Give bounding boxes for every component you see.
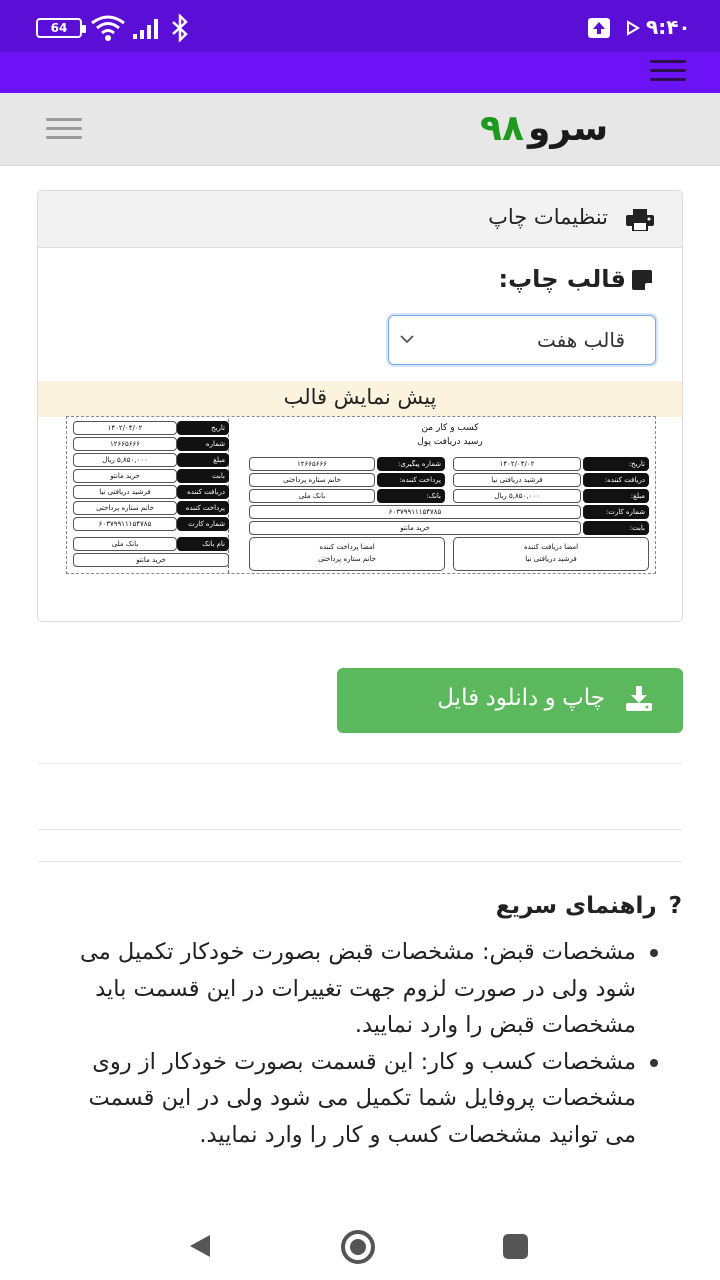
stub-row-payer bbox=[73, 501, 229, 515]
stub-bank-label: نام بانک bbox=[177, 537, 229, 551]
receipt-bank bbox=[249, 489, 445, 503]
receipt-tracking-value: ۱۲۶۶۵۶۶۶ bbox=[249, 457, 375, 471]
chevron-down-icon bbox=[399, 333, 415, 345]
receipt-for bbox=[249, 521, 649, 535]
payer-signature-box bbox=[249, 537, 445, 571]
stub-number-label: شماره bbox=[177, 437, 229, 451]
receipt-receiver-value: فرشید دریافتی نیا bbox=[453, 473, 581, 487]
receipt-receiver-label: دریافت کننده: bbox=[583, 473, 649, 487]
print-download-label: چاپ و دانلود فایل bbox=[437, 684, 605, 710]
note-icon bbox=[632, 270, 652, 290]
card-title: تنظیمات چاپ bbox=[488, 205, 608, 229]
print-download-button[interactable] bbox=[337, 668, 683, 733]
status-bar bbox=[0, 0, 720, 52]
card-header bbox=[38, 191, 682, 248]
stub-row-date bbox=[73, 421, 229, 435]
help-title bbox=[496, 893, 682, 919]
hamburger-icon[interactable] bbox=[46, 118, 82, 140]
stub-note-value: خرید مانتو bbox=[73, 553, 229, 567]
receipt-tracking-label: شماره پیگیری: bbox=[377, 457, 445, 471]
top-nav-band bbox=[0, 52, 720, 93]
stub-amount-value: ۵,۸۵۰,۰۰۰ ریال bbox=[73, 453, 177, 467]
bluetooth-icon bbox=[170, 14, 190, 42]
payer-signature-name: خانم ستاره پرداختی bbox=[318, 555, 376, 563]
stub-row-for bbox=[73, 469, 229, 483]
receipt-date-label: تاریخ: bbox=[583, 457, 649, 471]
receipt-amount bbox=[453, 489, 649, 503]
divider bbox=[38, 861, 682, 862]
receipt-amount-value: ۵,۸۵۰,۰۰۰ ریال bbox=[453, 489, 581, 503]
help-title-text: راهنمای سریع bbox=[495, 893, 657, 919]
stub-for-value: خرید مانتو bbox=[73, 469, 177, 483]
upload-icon bbox=[588, 18, 610, 38]
download-icon bbox=[625, 686, 653, 712]
stub-date-value: ۱۴۰۲/۰۴/۰۲ bbox=[73, 421, 177, 435]
stub-row-receiver bbox=[73, 485, 229, 499]
scroll-fade bbox=[0, 1196, 720, 1212]
receipt-payer-label: پرداخت کننده: bbox=[377, 473, 445, 487]
receipt-date-value: ۱۴۰۲/۰۴/۰۲ bbox=[453, 457, 581, 471]
site-header bbox=[0, 93, 720, 166]
stub-for-label: بابت bbox=[177, 469, 229, 483]
receipt-card-label: شماره کارت: bbox=[583, 505, 649, 519]
stub-receiver-label: دریافت کننده bbox=[177, 485, 229, 499]
receipt-business-name: کسب و کار من bbox=[421, 423, 479, 433]
receipt-card bbox=[249, 505, 649, 519]
stub-row-amount bbox=[73, 453, 229, 467]
home-icon[interactable] bbox=[339, 1228, 377, 1266]
receipt-bank-label: بانک: bbox=[377, 489, 445, 503]
receipt-payer-value: خانم ستاره پرداختی bbox=[249, 473, 375, 487]
stub-payer-label: پرداخت کننده bbox=[177, 501, 229, 515]
preview-label: پیش نمایش قالب bbox=[283, 385, 437, 409]
stub-row-note bbox=[73, 553, 229, 567]
payer-signature-label: امضا پرداخت کننده bbox=[319, 543, 375, 551]
stub-card-label: شماره کارت bbox=[177, 517, 229, 531]
receipt-for-label: بابت: bbox=[583, 521, 649, 535]
stub-row-card bbox=[73, 517, 229, 531]
receiver-signature-box bbox=[453, 537, 649, 571]
stub-card-value: ۶۰۳۷۹۹۱۱۱۵۴۷۸۵ bbox=[73, 517, 177, 531]
receipt-title: رسید دریافت پول bbox=[417, 437, 483, 447]
help-list bbox=[76, 934, 636, 1153]
receiver-signature-label: امضا دریافت کننده bbox=[523, 543, 579, 551]
play-icon bbox=[626, 20, 640, 36]
stub-amount-label: مبلغ bbox=[177, 453, 229, 467]
divider bbox=[38, 829, 682, 830]
receipt-date bbox=[453, 457, 649, 471]
battery-indicator: 64 bbox=[36, 18, 82, 38]
recent-apps-icon[interactable] bbox=[503, 1234, 528, 1259]
stub-number-value: ۱۲۶۶۵۶۶۶ bbox=[73, 437, 177, 451]
preview-band bbox=[38, 381, 682, 417]
template-select[interactable] bbox=[388, 315, 656, 365]
logo-number: ۹۸ bbox=[480, 108, 524, 149]
receipt-for-value: خرید مانتو bbox=[249, 521, 581, 535]
receiver-signature-name: فرشید دریافتی نیا bbox=[525, 555, 577, 563]
stub-row-number bbox=[73, 437, 229, 451]
receipt-receiver bbox=[453, 473, 649, 487]
receipt-card-value: ۶۰۳۷۹۹۱۱۱۵۴۷۸۵ bbox=[249, 505, 581, 519]
hamburger-icon[interactable] bbox=[650, 60, 686, 82]
stub-row-bank bbox=[73, 537, 229, 551]
signal-icon bbox=[132, 16, 162, 40]
print-settings-card bbox=[37, 190, 683, 622]
receipt-amount-label: مبلغ: bbox=[583, 489, 649, 503]
receipt-tracking bbox=[249, 457, 445, 471]
receipt-bank-value: بانک ملی bbox=[249, 489, 375, 503]
receipt-main bbox=[247, 419, 653, 573]
question-icon: ? bbox=[668, 893, 682, 919]
stub-bank-value: بانک ملی bbox=[73, 537, 177, 551]
help-item: مشخصات کسب و کار: این قسمت بصورت خودکار از روی مشخصات پروفایل شما تکمیل می شود ولی در این قسمت می توانید مشخصات کسب و کار را وارد نمایید. bbox=[76, 1044, 636, 1154]
back-icon[interactable] bbox=[186, 1232, 214, 1260]
stub-receiver-value: فرشید دریافتی نیا bbox=[73, 485, 177, 499]
wifi-icon bbox=[90, 14, 126, 42]
card-body bbox=[38, 248, 682, 622]
help-item: مشخصات قبض: مشخصات قبض بصورت خودکار تکمیل می شود ولی در صورت لزوم جهت تغییرات در این قسمت باید مشخصات قبض را وارد نمایید. bbox=[76, 934, 636, 1044]
site-logo[interactable] bbox=[480, 108, 608, 149]
template-select-value: قالب هفت bbox=[536, 328, 625, 352]
stub-payer-value: خانم ستاره پرداختی bbox=[73, 501, 177, 515]
receipt-stub bbox=[71, 419, 229, 573]
template-label: قالب چاپ: bbox=[498, 265, 626, 293]
receipt-payer bbox=[249, 473, 445, 487]
system-nav-bar bbox=[0, 1212, 720, 1280]
logo-word: سرو bbox=[527, 108, 609, 149]
clock: ۹:۴۰ bbox=[646, 15, 691, 39]
receipt-preview bbox=[66, 416, 656, 574]
stub-date-label: تاریخ bbox=[177, 421, 229, 435]
divider bbox=[38, 763, 682, 764]
printer-icon bbox=[626, 209, 654, 231]
